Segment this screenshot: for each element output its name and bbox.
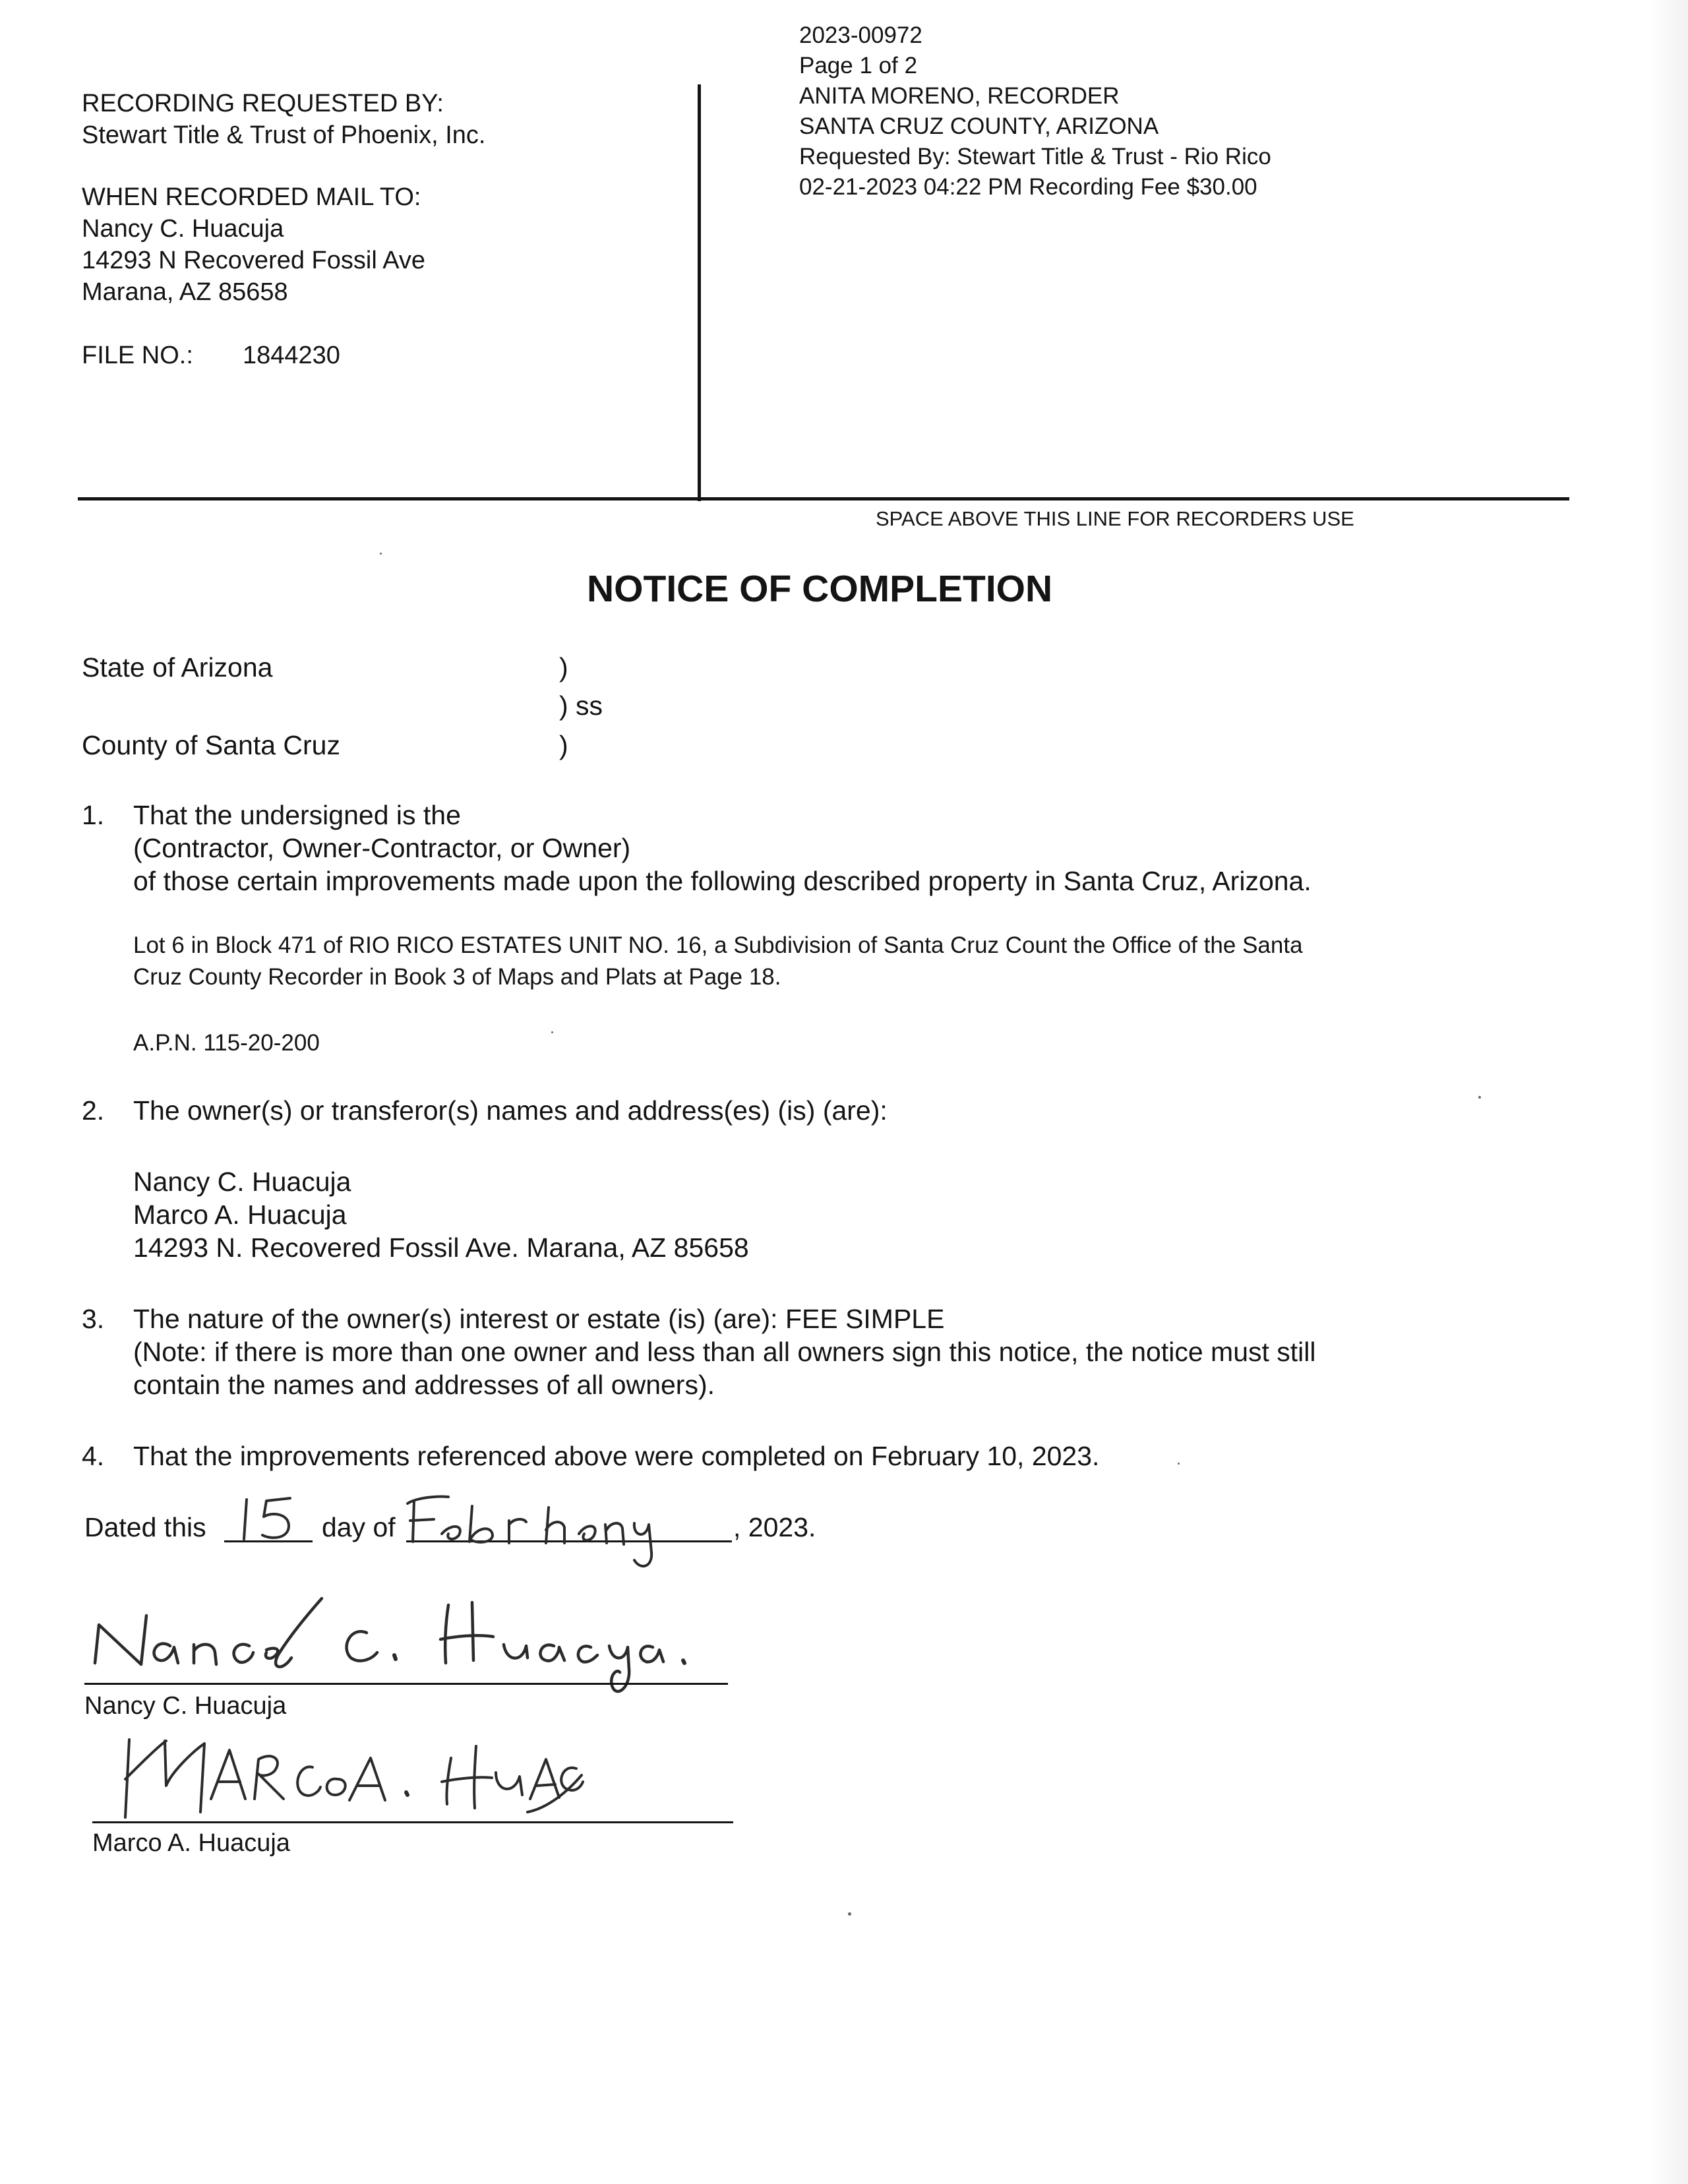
legal-description-line-1: Lot 6 in Block 471 of RIO RICO ESTATES UNIT NO. 16, a Subdivision of Santa Cruz Count the Office of the Santa [133,932,1303,958]
venue-county: County of Santa Cruz [82,730,340,760]
scan-speck [1478,1096,1481,1099]
legal-description-line-2: Cruz County Recorder in Book 3 of Maps and Plats at Page 18. [133,964,781,990]
item-3-line-2: (Note: if there is more than one owner and less than all owners sign this notice, the notice must still [133,1337,1316,1367]
recorder-doc-number: 2023-00972 [799,22,922,48]
dated-day-label: day of [322,1512,396,1542]
recorder-page: Page 1 of 2 [799,53,918,78]
mail-to-street: 14293 N Recovered Fossil Ave [82,247,426,274]
item-4-number: 4. [82,1441,105,1471]
mail-to-label: WHEN RECORDED MAIL TO: [82,183,421,211]
venue-paren-ss: ) ss [559,690,603,721]
recorder-date-fee: 02-21-2023 04:22 PM Recording Fee $30.00 [799,174,1257,200]
apn: A.P.N. 115-20-200 [133,1030,320,1056]
scan-speck [848,1912,851,1916]
dated-year: , 2023. [733,1512,816,1542]
scan-speck [1178,1463,1180,1465]
item-3-line-1: The nature of the owner(s) interest or estate (is) (are): FEE SIMPLE [133,1304,945,1334]
signature-1-name: Nancy C. Huacuja [84,1692,287,1720]
scan-speck [380,553,382,555]
document-title: NOTICE OF COMPLETION [587,568,1053,610]
signature-line-2 [92,1821,733,1823]
handwritten-day [232,1492,305,1544]
header-horizontal-rule [78,497,1569,501]
file-no-value: 1844230 [243,342,340,369]
signature-line-1 [84,1683,728,1685]
venue-state: State of Arizona [82,652,273,682]
signature-2-name: Marco A. Huacuja [92,1829,290,1857]
header-vertical-rule [698,84,701,501]
mail-to-city: Marana, AZ 85658 [82,278,288,306]
owner-2: Marco A. Huacuja [133,1199,347,1230]
venue-paren-1: ) [559,652,568,682]
item-1-line-1: That the undersigned is the [133,800,461,830]
recorder-name: ANITA MORENO, RECORDER [799,83,1120,109]
item-1-line-3: of those certain improvements made upon the following described property in Santa Cruz, Arizona. [133,866,1311,896]
scan-speck [551,1031,553,1033]
item-4-line-1: That the improvements referenced above were completed on February 10, 2023. [133,1441,1100,1471]
owner-1: Nancy C. Huacuja [133,1167,351,1197]
recorder-county: SANTA CRUZ COUNTY, ARIZONA [799,113,1159,139]
recording-requested-label: RECORDING REQUESTED BY: [82,90,444,117]
recording-requested-by: Stewart Title & Trust of Phoenix, Inc. [82,121,486,149]
file-no-label: FILE NO.: [82,342,193,369]
item-3-line-3: contain the names and addresses of all owners). [133,1370,715,1400]
space-above-note: SPACE ABOVE THIS LINE FOR RECORDERS USE [876,507,1354,530]
owner-address: 14293 N. Recovered Fossil Ave. Marana, AZ 85658 [133,1232,749,1263]
item-2-line-1: The owner(s) or transferor(s) names and address(es) (is) (are): [133,1095,888,1126]
handwritten-month [396,1484,673,1576]
dated-prefix: Dated this [84,1512,206,1542]
item-1-number: 1. [82,800,105,830]
mail-to-name: Nancy C. Huacuja [82,215,284,243]
item-1-line-2: (Contractor, Owner-Contractor, or Owner) [133,833,631,863]
venue-paren-3: ) [559,730,568,760]
scan-edge-shadow [1648,0,1688,2184]
recorder-requested-by: Requested By: Stewart Title & Trust - Rio Rico [799,144,1271,169]
item-3-number: 3. [82,1304,105,1334]
item-2-number: 2. [82,1095,105,1126]
